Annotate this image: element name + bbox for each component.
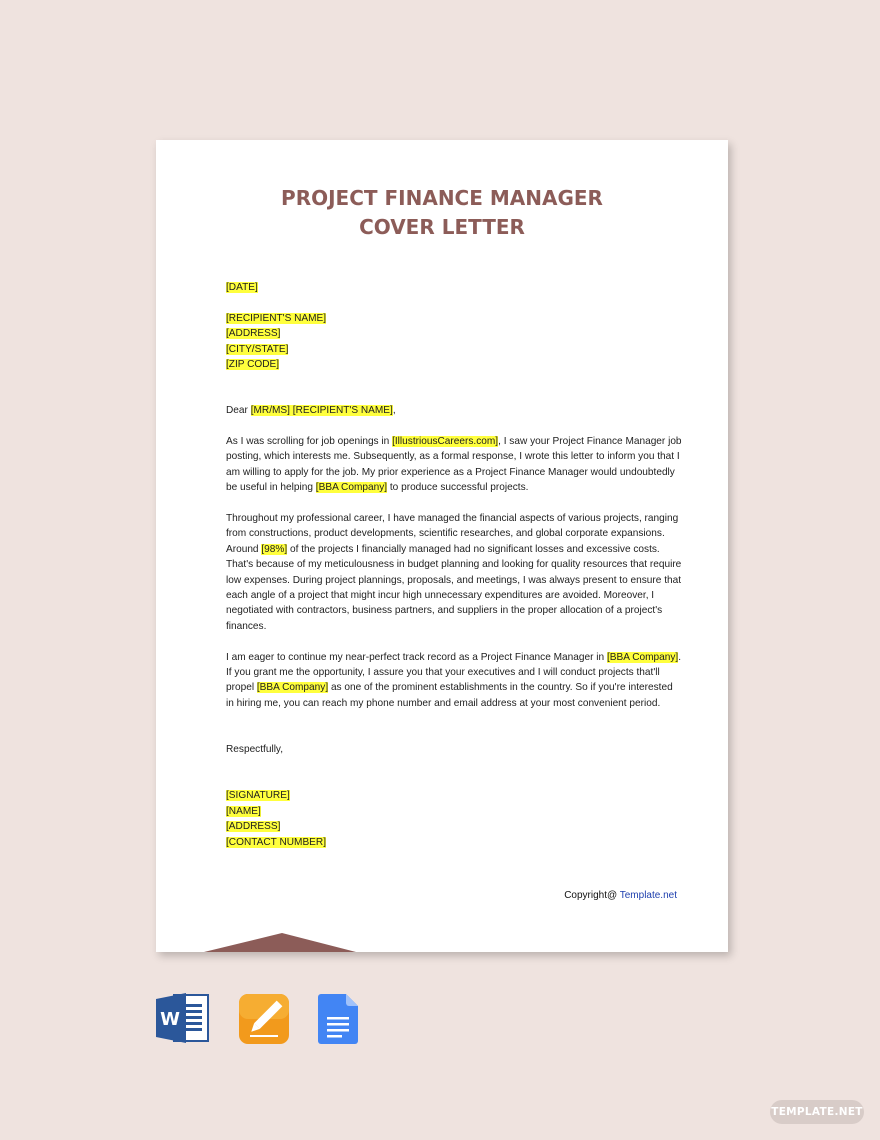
date-placeholder: [DATE] [226, 282, 258, 293]
letter-title [156, 184, 728, 242]
recipient-name-placeholder: [RECIPIENT'S NAME] [226, 312, 327, 324]
sender-address-placeholder: [ADDRESS] [226, 821, 281, 833]
copyright-notice: Copyright@ Template.net [564, 890, 677, 901]
company-placeholder: [BBA Company] [315, 482, 388, 494]
footer-decoration [156, 930, 728, 952]
closing: Respectfully, [226, 744, 284, 756]
apple-pages-icon[interactable] [238, 993, 290, 1045]
paragraph-3: I am eager to continue my near-perfect track record as a Project Finance Manager in [BBA Company]. If you grant me the opportunity, I assure you that your executives and I will conduct projects that'll propel [BBA Company] as one of the prominent establishments in the country. So if you're interested in hiring me, you can reach my phone number and email address at your most convenient period. [226, 651, 682, 709]
title-line-1: PROJECT FINANCE MANAGER [281, 186, 603, 210]
paragraph-1: As I was scrolling for job openings in [IllustriousCareers.com], I saw your Project Finance Manager job posting, which interests me. Subsequently, as a formal response, I wrote this letter to inform you that I am willing to apply for the job. My prior experience as a Project Finance Manager would undoubtedly be useful in helping [BBA Company] to produce successful projects. [226, 436, 682, 494]
company-placeholder: [BBA Company] [606, 651, 679, 663]
letter-page [156, 140, 728, 952]
signature-placeholder: [SIGNATURE] [226, 790, 290, 802]
title-placeholder: [MR/MS] [250, 405, 290, 417]
word-letter: W [160, 1009, 180, 1030]
microsoft-word-icon[interactable] [156, 993, 210, 1043]
recipient-salutation-placeholder: [RECIPIENT'S NAME] [292, 405, 393, 417]
percentage-placeholder: [98%] [261, 543, 288, 555]
template-net-watermark: TEMPLATE.NET [770, 1100, 864, 1124]
website-placeholder: [IllustriousCareers.com] [392, 436, 499, 448]
contact-number-placeholder: [CONTACT NUMBER] [226, 836, 327, 848]
google-docs-icon[interactable] [318, 993, 360, 1045]
zip-code-placeholder: [ZIP CODE] [226, 359, 280, 371]
letter-body [226, 280, 682, 850]
company-placeholder: [BBA Company] [256, 682, 329, 694]
address-placeholder: [ADDRESS] [226, 328, 281, 340]
template-net-link[interactable]: Template.net [619, 890, 677, 901]
title-line-2: COVER LETTER [359, 215, 525, 239]
city-state-placeholder: [CITY/STATE] [226, 343, 289, 355]
paragraph-2: Throughout my professional career, I have managed the financial aspects of various projects, ranging from constructions, product developments, scientific researches, and global corporate expansions. Around [98%] of the projects I financially managed had no significant losses and excessive costs. That's because of my meticulousness in budget planning and looking for quality resources that require low expenses. During project plannings, proposals, and meetings, I was always present to ensure that each angle of a project that might incur high unnecessary expenditures are avoided. Moreover, I negotiated with contractors, business partners, and suppliers in the proper allocation of a project's finances. [226, 513, 682, 632]
sender-name-placeholder: [NAME] [226, 805, 261, 817]
salutation: Dear [MR/MS] [RECIPIENT'S NAME], [226, 405, 396, 417]
